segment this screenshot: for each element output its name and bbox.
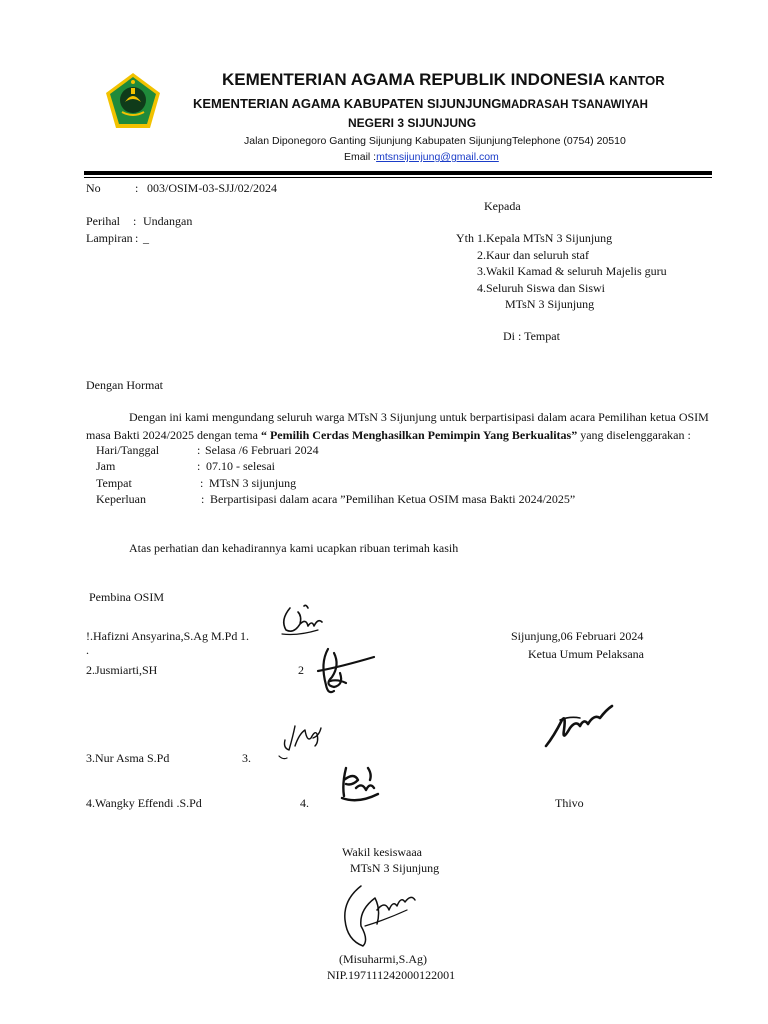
invitation-paragraph: Dengan ini kami mengundang seluruh warga MTsN 3 Sijunjung untuk berpartisipasi dalam acara Pemilihan ketua OSIM	[129, 410, 709, 424]
recipient-line: 2.Kaur dan seluruh staf	[477, 248, 589, 262]
no-colon: :	[135, 181, 139, 195]
letterhead-line1	[222, 70, 665, 90]
lampiran-label: Lampiran	[86, 231, 133, 245]
signatory-name: !.Hafizni Ansyarina,S.Ag M.Pd	[86, 629, 238, 643]
wakil-name: (Misuharmi,S.Ag)	[339, 952, 427, 966]
place-date: Sijunjung,06 Februari 2024	[511, 629, 644, 643]
detail-label: Keperluan	[96, 492, 146, 506]
signatory-name: 4.Wangky Effendi .S.Pd	[86, 796, 202, 810]
signatory-name: 2.Jusmiarti,SH	[86, 663, 158, 677]
pembina-title: Pembina OSIM	[89, 590, 164, 604]
detail-label: Tempat	[96, 476, 132, 490]
signature-3	[275, 716, 325, 764]
signature-1	[278, 600, 328, 640]
signatory-number: 4.	[300, 796, 309, 810]
signatory-number: 3.	[242, 751, 251, 765]
email-link[interactable]: mtsnsijunjung@gmail.com	[376, 151, 499, 163]
signatory-number: 1.	[240, 629, 249, 643]
closing-text: Atas perhatian dan kehadirannya kami ucapkan ribuan terimah kasih	[129, 541, 459, 555]
detail-colon: :	[197, 459, 201, 473]
ketua-name: Thivo	[555, 796, 584, 810]
signature-ketua	[540, 700, 620, 755]
header-rule	[84, 171, 712, 175]
madrasah-type: MADRASAH TSANAWIYAH	[501, 99, 648, 111]
signatory-name: 3.Nur Asma S.Pd	[86, 751, 170, 765]
ministry-name: KEMENTERIAN AGAMA REPUBLIK INDONESIA	[222, 70, 605, 89]
wakil-title: Wakil kesiswaaa	[342, 845, 423, 859]
email-line	[344, 151, 499, 163]
detail-colon: :	[197, 443, 201, 457]
header-rule-thin	[84, 177, 712, 178]
wakil-nip: NIP.197111242000122001	[327, 968, 456, 982]
signature-2	[310, 645, 380, 700]
ministry-suffix: KANTOR	[609, 73, 665, 88]
regency-office: KEMENTERIAN AGAMA KABUPATEN SIJUNJUNG	[193, 96, 502, 111]
invitation-paragraph-line2	[86, 428, 691, 443]
detail-colon: :	[201, 492, 205, 506]
detail-value: MTsN 3 sijunjung	[209, 476, 297, 490]
greeting: Dengan Hormat	[86, 378, 163, 392]
ketua-title: Ketua Umum Pelaksana	[528, 647, 644, 661]
recipient-line: 3.Wakil Kamad & seluruh Majelis guru	[477, 264, 667, 278]
lampiran-value: _	[143, 231, 149, 245]
detail-label: Jam	[96, 459, 116, 473]
recipient-line: MTsN 3 Sijunjung	[505, 297, 595, 311]
event-theme: “ Pemilih Cerdas Menghasilkan Pemimpin Yang Berkualitas”	[260, 428, 578, 442]
email-label: Email :	[344, 151, 377, 163]
recipient-line: Yth 1.Kepala MTsN 3 Sijunjung	[456, 231, 613, 245]
para-text: yang diselenggarakan :	[577, 428, 691, 442]
para-text: masa Bakti 2024/2025 dengan tema	[86, 428, 261, 442]
stray-dot: .	[86, 643, 89, 657]
ministry-logo	[104, 72, 162, 130]
letterhead-line2	[193, 96, 648, 111]
detail-colon: :	[200, 476, 204, 490]
kepada-label: Kepada	[484, 199, 521, 213]
signature-wakil	[335, 880, 425, 955]
signatory-number: 2	[298, 663, 304, 677]
lampiran-colon: :	[135, 231, 139, 245]
school-name: NEGERI 3 SIJUNJUNG	[348, 116, 477, 130]
perihal-label: Perihal	[86, 214, 120, 228]
perihal-value: Undangan	[143, 214, 193, 228]
wakil-school: MTsN 3 Sijunjung	[350, 861, 440, 875]
perihal-colon: :	[133, 214, 137, 228]
school-address: Jalan Diponegoro Ganting Sijunjung Kabupaten SijunjungTelephone (0754) 20510	[244, 135, 626, 147]
detail-label: Hari/Tanggal	[96, 443, 160, 457]
detail-value: Berpartisipasi dalam acara ”Pemilihan Ketua OSIM masa Bakti 2024/2025”	[210, 492, 576, 506]
signature-4	[338, 760, 386, 805]
detail-value: 07.10 - selesai	[206, 459, 275, 473]
no-value: 003/OSIM-03-SJJ/02/2024	[147, 181, 278, 195]
recipient-place: Di : Tempat	[503, 329, 560, 343]
recipient-line: 4.Seluruh Siswa dan Siswi	[477, 281, 606, 295]
no-label: No	[86, 181, 101, 195]
detail-value: Selasa /6 Februari 2024	[205, 443, 319, 457]
